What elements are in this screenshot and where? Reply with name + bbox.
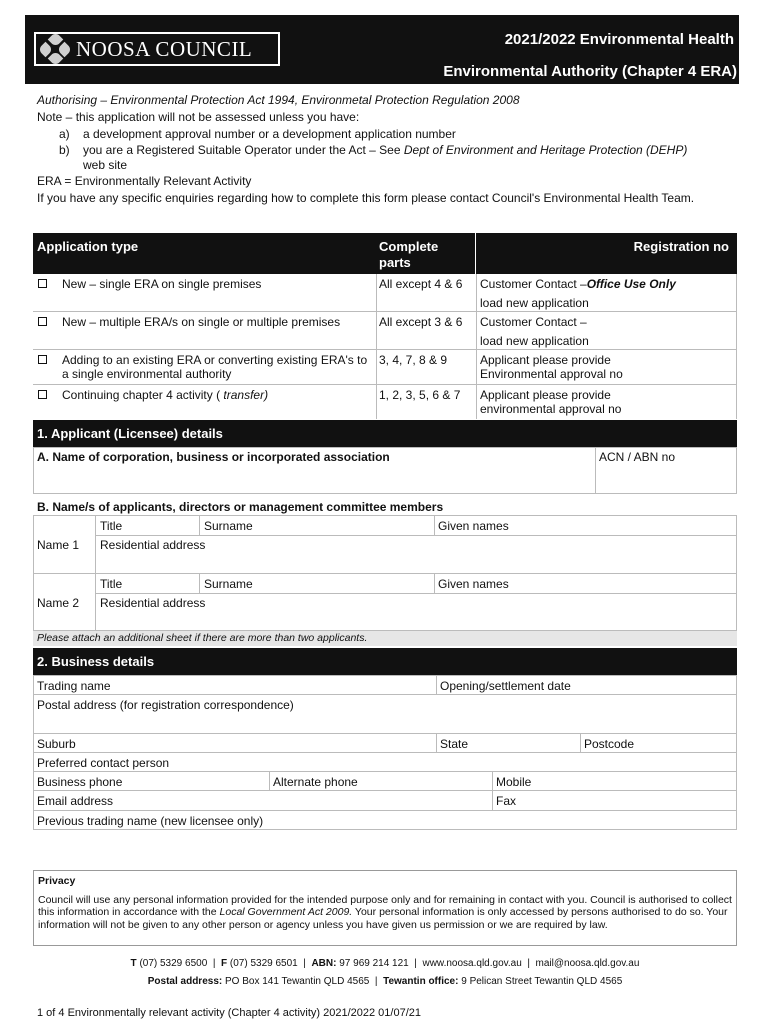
name2-label: Name 2 bbox=[37, 596, 80, 610]
state-field[interactable]: State bbox=[440, 737, 469, 751]
application-row: Continuing chapter 4 activity ( transfer) 1, 2, 3, 5, 6 & 7 Applicant please provide environmental approval no bbox=[33, 385, 737, 419]
given-names-field[interactable]: Given names bbox=[438, 519, 509, 533]
postal-address-field[interactable]: Postal address (for registration correspondence) bbox=[37, 698, 294, 712]
given-names-field[interactable]: Given names bbox=[438, 577, 509, 591]
contact-footer: T (07) 5329 6500 | F (07) 5329 6501 | ABN: 97 969 214 121 | www.noosa.qld.gov.au | mail@noosa.qld.gov.au bbox=[130, 958, 640, 969]
col-application-type: Application type bbox=[37, 239, 139, 254]
address-footer: Postal address: PO Box 141 Tewantin QLD 4565 | Tewantin office: 9 Pelican Street Tewantin QLD 4565 bbox=[147, 976, 623, 987]
residential-address-field[interactable]: Residential address bbox=[100, 596, 206, 610]
application-row: New – single ERA on single premises All except 4 & 6 Customer Contact –Office Use Only load new application bbox=[33, 274, 737, 312]
list-item: a) a development approval number or a development application number bbox=[59, 127, 456, 142]
opening-date-field[interactable]: Opening/settlement date bbox=[440, 679, 571, 693]
era-definition: ERA = Environmentally Relevant Activity bbox=[37, 173, 252, 188]
noosa-council-logo bbox=[34, 32, 280, 66]
title-field[interactable]: Title bbox=[100, 519, 123, 533]
intro-text bbox=[37, 93, 737, 208]
surname-field[interactable]: Surname bbox=[204, 519, 253, 533]
col-complete-parts: Complete parts bbox=[379, 239, 439, 270]
new-multiple-era-checkbox[interactable] bbox=[38, 317, 47, 326]
section1-heading: 1. Applicant (Licensee) details bbox=[33, 420, 737, 447]
fax-field[interactable]: Fax bbox=[496, 794, 517, 808]
list-item: b) you are a Registered Suitable Operator under the Act – See Dept of Environment and Heritage Protection (DEHP) web site bbox=[59, 142, 688, 173]
email-link[interactable]: mail@noosa.qld.gov.au bbox=[535, 958, 640, 969]
form-year-title: 2021/2022 Environmental Health bbox=[504, 31, 734, 48]
name1-label: Name 1 bbox=[37, 538, 80, 552]
note-text: Note – this application will not be assessed unless you have: bbox=[37, 110, 360, 125]
website-link[interactable]: www.noosa.qld.gov.au bbox=[422, 958, 522, 969]
application-row: New – multiple ERA/s on single or multiple premises All except 3 & 6 Customer Contact – load new application bbox=[33, 312, 737, 350]
title-field[interactable]: Title bbox=[100, 577, 123, 591]
previous-name-field[interactable]: Previous trading name (new licensee only) bbox=[37, 814, 264, 828]
new-single-era-checkbox[interactable] bbox=[38, 279, 47, 288]
contact-person-field[interactable]: Preferred contact person bbox=[37, 756, 170, 770]
corporation-name-label: A. Name of corporation, business or incorporated association bbox=[37, 450, 390, 464]
continuing-activity-checkbox[interactable] bbox=[38, 390, 47, 399]
applicants-label: B. Name/s of applicants, directors or management committee members bbox=[37, 500, 444, 514]
enquiries-text: If you have any specific enquiries regarding how to complete this form please contact Council's Environmental Health Team. bbox=[37, 191, 695, 206]
application-row: Adding to an existing ERA or converting existing ERA's to a single environmental authority 3, 4, 7, 8 & 9 Applicant please provide Environmental approval no bbox=[33, 350, 737, 385]
alternate-phone-field[interactable]: Alternate phone bbox=[273, 775, 358, 789]
authorising-text: Authorising – Environmental Protection Act 1994, Environmetal Protection Regulation 2008 bbox=[37, 93, 520, 107]
suburb-field[interactable]: Suburb bbox=[37, 737, 76, 751]
postcode-field[interactable]: Postcode bbox=[584, 737, 635, 751]
attach-sheet-note: Please attach an additional sheet if there are more than two applicants. bbox=[33, 631, 737, 646]
logo-text: NOOSA COUNCIL bbox=[76, 36, 253, 61]
application-table-header bbox=[33, 233, 737, 274]
privacy-title: Privacy bbox=[38, 875, 76, 887]
email-field[interactable]: Email address bbox=[37, 794, 114, 808]
col-registration-no: Registration no bbox=[633, 239, 729, 254]
mobile-field[interactable]: Mobile bbox=[496, 775, 532, 789]
residential-address-field[interactable]: Residential address bbox=[100, 538, 206, 552]
page-footer: 1 of 4 Environmentally relevant activity (Chapter 4 activity) 2021/2022 01/07/21 bbox=[37, 1007, 421, 1019]
privacy-notice: Privacy Council will use any personal information provided for the intended purpose only and for remaining in contact with you. Council is authorised to collect this information in accordance with the Local Government Act 2009. Your personal information is only accessed by persons authorised to do so. Your information will not be given to any other person or agency unless you have given us permission or we are required by law. bbox=[33, 870, 737, 946]
adding-existing-era-checkbox[interactable] bbox=[38, 355, 47, 364]
section2-heading: 2. Business details bbox=[33, 648, 737, 675]
form-title: Environmental Authority (Chapter 4 ERA) bbox=[443, 63, 737, 80]
page-header bbox=[25, 15, 739, 84]
trading-name-field[interactable]: Trading name bbox=[37, 679, 111, 693]
business-phone-field[interactable]: Business phone bbox=[37, 775, 123, 789]
acn-abn-label: ACN / ABN no bbox=[599, 450, 676, 464]
flower-logo-icon bbox=[40, 34, 70, 64]
surname-field[interactable]: Surname bbox=[204, 577, 253, 591]
